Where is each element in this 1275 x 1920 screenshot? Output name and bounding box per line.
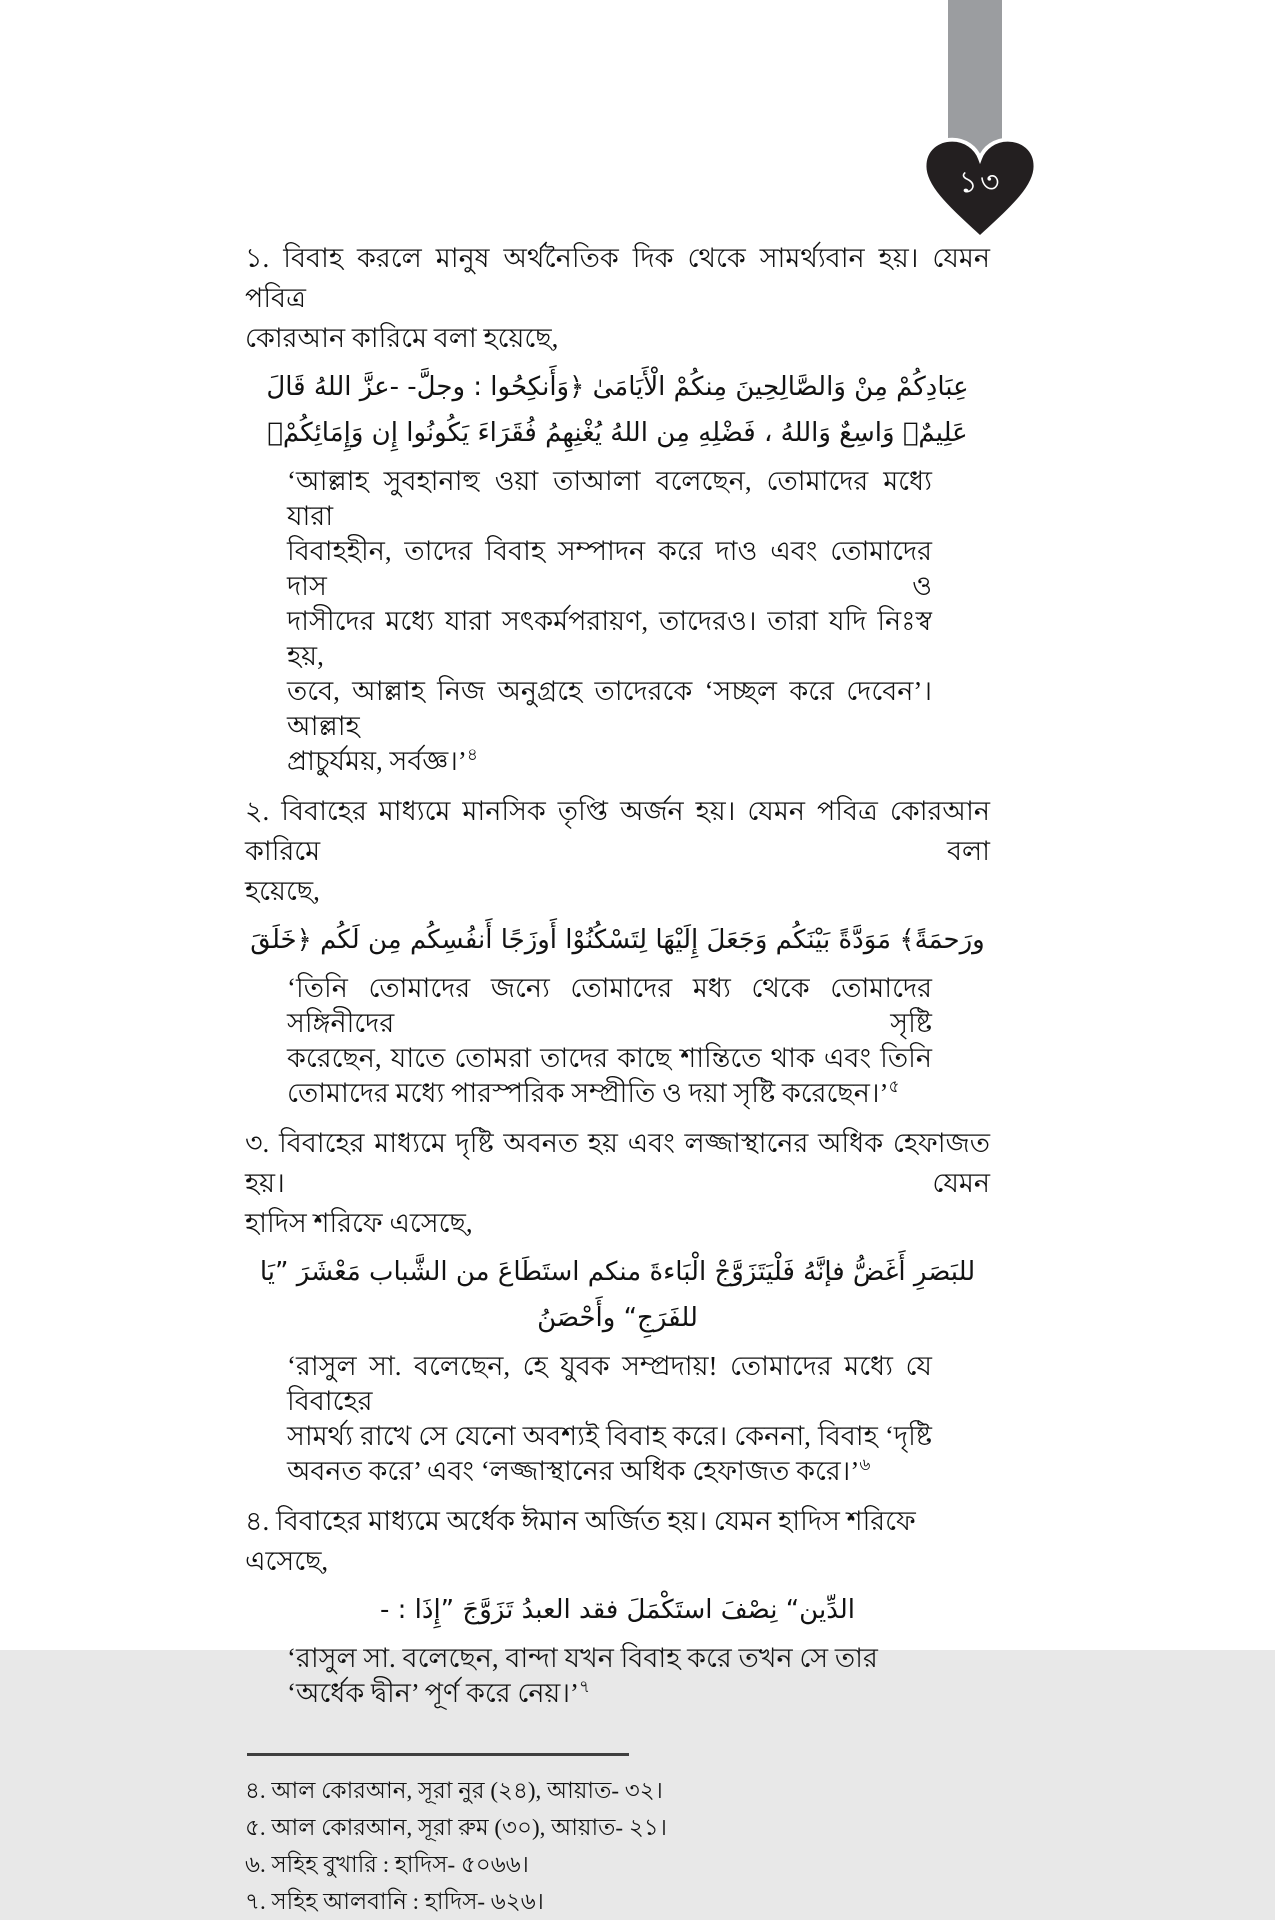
translation-line [287, 1454, 932, 1489]
translation-text: অবনত করে’ এবং ‘লজ্জাস্থানের অধিক হেফাজত করে।’ [287, 1456, 860, 1486]
translation-block [287, 1641, 932, 1711]
footnote-item: ৫. আল কোরআন, সূরা রুম (৩০), আয়াত- ২১। [245, 1815, 667, 1840]
section-heading-line: ২. বিবাহের মাধ্যমে মানসিক তৃপ্তি অর্জন হয়। যেমন পবিত্র কোরআন কারিমে বলা [245, 796, 990, 866]
section-3 [245, 1123, 990, 1489]
translation-block [287, 464, 932, 779]
footnote-item: ৭. সহিহ আলবানি : হাদিস- ৬২৬। [245, 1889, 544, 1914]
footnote-separator [247, 1753, 629, 1756]
page-content [245, 226, 990, 1920]
footnote-ref: ৪ [466, 745, 478, 764]
section-heading-line: ৪. বিবাহের মাধ্যমে অর্ধেক ঈমান অর্জিত হয়। যেমন হাদিস শরিফে এসেছে, [245, 1506, 916, 1576]
translation-text: তোমাদের মধ্যে পারস্পরিক সম্প্রীতি ও দয়া সৃষ্টি করেছেন।’ [287, 1078, 889, 1108]
translation-line: ‘রাসুল সা. বলেছেন, বান্দা যখন বিবাহ করে তখন সে তার [287, 1643, 878, 1673]
quran-quote [245, 364, 990, 456]
quran-arabic-line: عَلِيمٌ﴾ وَاسِعٌ وَاللهُ ، فَضْلِهِ مِن اللهُ يُغْنِهِمُ فُقَرَاءَ يَكُونُوا إِن وَإِمَائِكُمْۚ [267, 418, 968, 448]
quran-arabic-line: عِبَادِكُمْ مِنْ وَالصَّالِحِينَ مِنكُمْ الْأَيَامَىٰ ﴿وَأَنكِحُوا : وجلَّ- -عزَّ اللهُ قَالَ [266, 372, 969, 402]
translation-line: সামর্থ্য রাখে সে যেনো অবশ্যই বিবাহ করে। কেননা, বিবাহ ‘দৃষ্টি [287, 1421, 932, 1451]
footnote-ref: ৫ [888, 1077, 900, 1096]
hadith-arabic-line: للفَرَجِ“ وأَحْصَنُ [537, 1303, 698, 1333]
translation-line: ‘তিনি তোমাদের জন্যে তোমাদের মধ্য থেকে তোমাদের সঙ্গিনীদের সৃষ্টি [287, 973, 932, 1038]
footnote-ref: ৬ [859, 1455, 871, 1474]
quran-arabic-line: ورَحمَةً﴾ مَوَدَّةً بَيْنَكُم وَجَعَلَ إِلَيْهَا لِتَسْكُنُوْا أَوزَجًا أَنفُسِكُم مِن لَكُم ﴿خَلَقَ [250, 925, 985, 955]
hadith-quote [245, 1587, 990, 1633]
translation-text: ‘অর্ধেক দ্বীন’ পূর্ণ করে নেয়।’ [287, 1678, 579, 1708]
footnote-ref: ৭ [579, 1677, 591, 1696]
hadith-arabic-line: للبَصَرِ أَغَضُّ فإنَّهُ فَلْيَتَزَوَّجْ الْبَاءةَ منكم استَطَاعَ من الشَّباب مَعْشَرَ ”يَا [259, 1257, 976, 1287]
quran-quote [245, 917, 990, 963]
section-1 [245, 238, 990, 779]
section-heading-line: ১. বিবাহ করলে মানুষ অর্থনৈতিক দিক থেকে সামর্থ্যবান হয়। যেমন পবিত্র [245, 243, 990, 313]
translation-line: দাসীদের মধ্যে যারা সৎকর্মপরায়ণ, তাদেরও। তারা যদি নিঃস্ব হয়, [287, 606, 932, 671]
translation-line: ‘রাসুল সা. বলেছেন, হে যুবক সম্প্রদায়! তোমাদের মধ্যে যে বিবাহের [287, 1351, 932, 1416]
page-number: ১৩ [958, 166, 1002, 199]
section-heading-line: ৩. বিবাহের মাধ্যমে দৃষ্টি অবনত হয় এবং লজ্জাস্থানের অধিক হেফাজত হয়। যেমন [245, 1128, 990, 1198]
translation-line: করেছেন, যাতে তোমরা তাদের কাছে শান্তিতে থাক এবং তিনি [287, 1043, 932, 1073]
section-heading-line: হয়েছে, [245, 876, 320, 906]
hadith-quote [245, 1249, 990, 1341]
footnote-item: ৬. সহিহ বুখারি : হাদিস- ৫০৬৬। [245, 1852, 529, 1877]
section-4 [245, 1501, 990, 1711]
translation-line: ‘আল্লাহ সুবহানাহু ওয়া তাআলা বলেছেন, তোমাদের মধ্যে যারা [287, 466, 932, 531]
section-2 [245, 791, 990, 1111]
translation-block [287, 971, 932, 1111]
translation-line [287, 744, 932, 779]
translation-line [287, 1676, 932, 1711]
footnotes [245, 1772, 990, 1920]
translation-block [287, 1349, 932, 1489]
translation-text: প্রাচুর্যময়, সর্বজ্ঞ।’ [287, 746, 467, 776]
section-heading-line: কোরআন কারিমে বলা হয়েছে, [245, 323, 559, 353]
translation-line: বিবাহহীন, তাদের বিবাহ সম্পাদন করে দাও এবং তোমাদের দাস ও [287, 536, 932, 601]
hadith-arabic-line: الدِّين“ نِصْفَ استَكْمَلَ فقد العبدُ تَزَوَّجَ ”إِذَا : - [379, 1595, 855, 1625]
translation-line [287, 1076, 932, 1111]
section-heading-line: হাদিস শরিফে এসেছে, [245, 1208, 473, 1238]
footnote-item: ৪. আল কোরআন, সূরা নুর (২৪), আয়াত- ৩২। [245, 1778, 663, 1803]
translation-line: তবে, আল্লাহ নিজ অনুগ্রহে তাদেরকে ‘সচ্ছল করে দেবেন’। আল্লাহ [287, 676, 932, 741]
